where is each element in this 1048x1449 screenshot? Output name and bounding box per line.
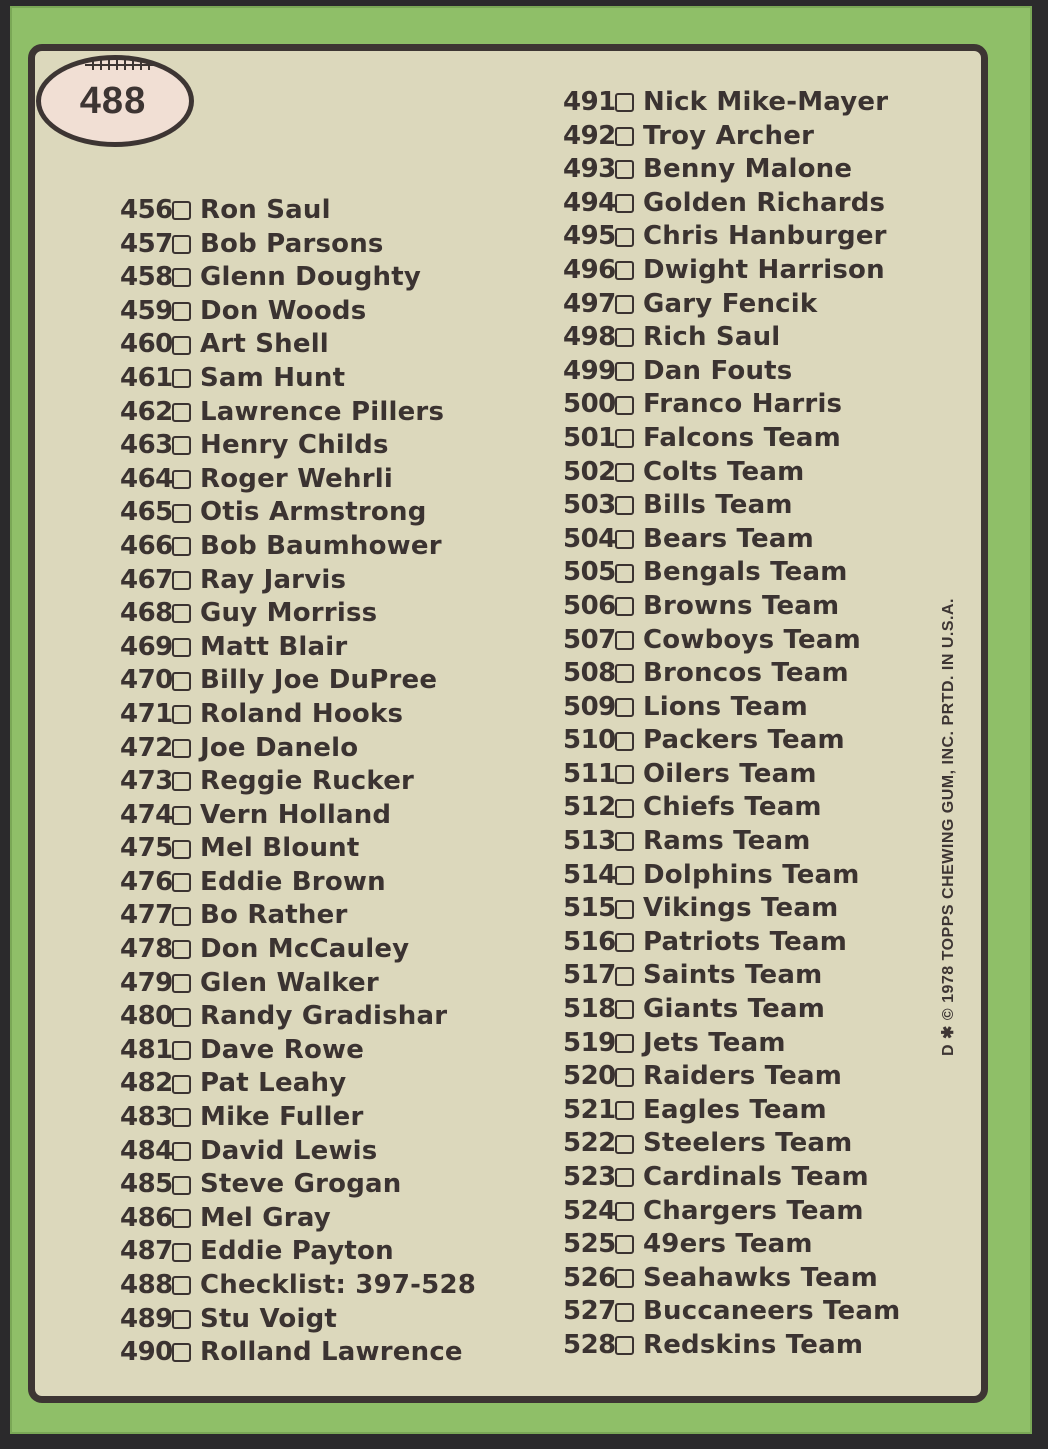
player-name: Bills Team bbox=[643, 490, 793, 521]
checklist-item bbox=[120, 228, 476, 262]
checkbox-icon[interactable] bbox=[615, 1168, 634, 1187]
checklist-item bbox=[563, 120, 900, 154]
card-no: 523 bbox=[563, 1162, 616, 1192]
checkbox-icon[interactable] bbox=[615, 1235, 634, 1254]
checkbox-icon[interactable] bbox=[172, 907, 191, 926]
card-no: 490 bbox=[120, 1337, 173, 1368]
card-no: 476 bbox=[120, 866, 173, 897]
player-name: Oilers Team bbox=[643, 758, 817, 789]
checkbox-icon[interactable] bbox=[615, 1269, 634, 1288]
player-name: Cowboys Team bbox=[643, 624, 861, 655]
checklist-item bbox=[563, 624, 900, 658]
player-name: Eddie Payton bbox=[200, 1236, 394, 1267]
player-name: Joe Danelo bbox=[200, 732, 359, 763]
checkbox-icon[interactable] bbox=[615, 463, 634, 482]
player-name: Jets Team bbox=[643, 1027, 786, 1058]
player-name: Gary Fencik bbox=[643, 288, 818, 319]
player-name: Bengals Team bbox=[643, 557, 848, 588]
player-name: Don Woods bbox=[200, 295, 367, 326]
card-no: 512 bbox=[563, 792, 616, 823]
checkbox-icon[interactable] bbox=[615, 933, 634, 952]
player-name: Dave Rowe bbox=[200, 1034, 365, 1065]
checklist-item bbox=[120, 732, 476, 766]
player-name: Matt Blair bbox=[200, 631, 348, 662]
checklist-item bbox=[120, 1202, 476, 1236]
player-name: Sam Hunt bbox=[200, 362, 346, 393]
card-no: 500 bbox=[563, 389, 616, 420]
player-name: Mel Blount bbox=[200, 833, 360, 864]
card-no: 464 bbox=[120, 463, 173, 494]
checklist-item bbox=[120, 1303, 476, 1337]
player-name: Benny Malone bbox=[643, 154, 853, 185]
card-no: 496 bbox=[563, 254, 616, 285]
player-name: Randy Gradishar bbox=[200, 1001, 448, 1032]
card-no: 513 bbox=[563, 826, 616, 857]
checkbox-icon[interactable] bbox=[615, 396, 634, 415]
checklist-item bbox=[120, 564, 476, 598]
card-no: 489 bbox=[120, 1303, 173, 1334]
checkbox-icon[interactable] bbox=[172, 1075, 191, 1094]
card-no: 477 bbox=[120, 900, 173, 931]
checkbox-icon[interactable] bbox=[172, 1142, 191, 1161]
checklist-item bbox=[120, 832, 476, 866]
card-no: 488 bbox=[120, 1270, 173, 1300]
checklist-item bbox=[563, 321, 900, 355]
card-no: 463 bbox=[120, 430, 173, 461]
checklist-item bbox=[563, 254, 900, 288]
checklist-item bbox=[563, 86, 900, 120]
card-no: 458 bbox=[120, 262, 173, 293]
player-name: Steelers Team bbox=[643, 1128, 853, 1159]
checklist-item bbox=[563, 1060, 900, 1094]
card-no: 473 bbox=[120, 766, 173, 797]
player-name: Packers Team bbox=[643, 725, 845, 756]
player-name: Lawrence Pillers bbox=[200, 396, 445, 427]
checklist-item bbox=[563, 926, 900, 960]
card-no: 471 bbox=[120, 698, 173, 729]
checklist-item bbox=[120, 429, 476, 463]
checklist-item bbox=[120, 664, 476, 698]
player-name: Lions Team bbox=[643, 691, 808, 722]
checkbox-icon[interactable] bbox=[172, 638, 191, 657]
player-name: Bob Baumhower bbox=[200, 530, 442, 561]
checklist-item bbox=[120, 765, 476, 799]
checkbox-icon[interactable] bbox=[172, 504, 191, 523]
checkbox-icon[interactable] bbox=[615, 967, 634, 986]
card-no: 479 bbox=[120, 967, 173, 998]
checkbox-icon[interactable] bbox=[615, 866, 634, 885]
card-no: 503 bbox=[563, 490, 616, 521]
checklist-item bbox=[563, 388, 900, 422]
checklist-item bbox=[563, 993, 900, 1027]
card-no: 467 bbox=[120, 564, 173, 595]
checkbox-icon[interactable] bbox=[172, 1008, 191, 1027]
checklist-item bbox=[563, 859, 900, 893]
laces-icon bbox=[81, 58, 161, 72]
checkbox-icon[interactable] bbox=[172, 268, 191, 287]
card-no: 472 bbox=[120, 732, 173, 763]
card-no: 514 bbox=[563, 859, 616, 890]
checklist-item bbox=[563, 1228, 900, 1262]
checkbox-icon[interactable] bbox=[615, 1135, 634, 1154]
player-name: Bo Rather bbox=[200, 900, 348, 931]
checklist-item bbox=[563, 1127, 900, 1161]
player-name: Rolland Lawrence bbox=[200, 1337, 463, 1368]
checkbox-icon[interactable] bbox=[172, 235, 191, 254]
player-name: Rich Saul bbox=[643, 322, 781, 353]
card-no: 465 bbox=[120, 497, 173, 528]
checkbox-icon[interactable] bbox=[172, 873, 191, 892]
checkbox-icon[interactable] bbox=[172, 705, 191, 724]
card-no: 517 bbox=[563, 960, 616, 991]
player-name: Browns Team bbox=[643, 590, 840, 621]
checkbox-icon[interactable] bbox=[615, 1034, 634, 1053]
player-name: Nick Mike-Mayer bbox=[643, 87, 889, 117]
checklist-item bbox=[120, 396, 476, 430]
checkbox-icon[interactable] bbox=[615, 1336, 634, 1355]
player-name: Franco Harris bbox=[643, 389, 843, 420]
card-no: 502 bbox=[563, 456, 616, 487]
checklist-item bbox=[120, 1168, 476, 1202]
card-no: 493 bbox=[563, 154, 616, 185]
player-name: Bob Parsons bbox=[200, 228, 384, 259]
player-name: Seahawks Team bbox=[643, 1262, 878, 1293]
player-name: Patriots Team bbox=[643, 926, 848, 957]
player-name: Chris Hanburger bbox=[643, 221, 887, 252]
checklist-right-column bbox=[563, 86, 900, 1363]
checklist-item bbox=[563, 1295, 900, 1329]
checklist-item bbox=[563, 489, 900, 523]
checkbox-icon[interactable] bbox=[615, 328, 634, 347]
football-icon bbox=[36, 55, 194, 147]
copyright-line: D ✱ © 1978 TOPPS CHEWING GUM, INC. PRTD. IN U.S.A. bbox=[940, 598, 957, 1056]
player-name: Chargers Team bbox=[643, 1195, 864, 1226]
player-name: Ray Jarvis bbox=[200, 564, 347, 595]
checkbox-icon[interactable] bbox=[615, 228, 634, 247]
player-name: Art Shell bbox=[200, 329, 329, 360]
card-no: 461 bbox=[120, 362, 173, 393]
player-name: Checklist: 397-528 bbox=[200, 1270, 477, 1300]
checkbox-icon[interactable] bbox=[172, 672, 191, 691]
checklist-item bbox=[120, 698, 476, 732]
checklist-item bbox=[120, 328, 476, 362]
card-no: 474 bbox=[120, 799, 173, 830]
checkbox-icon[interactable] bbox=[615, 664, 634, 683]
card-no: 528 bbox=[563, 1329, 616, 1360]
checklist-item bbox=[120, 194, 476, 228]
checkbox-icon[interactable] bbox=[172, 739, 191, 758]
player-name: Colts Team bbox=[643, 456, 805, 487]
card-no: 475 bbox=[120, 833, 173, 864]
card-no: 484 bbox=[120, 1135, 173, 1166]
checkbox-icon[interactable] bbox=[172, 772, 191, 791]
checklist-item bbox=[120, 1067, 476, 1101]
checkbox-icon[interactable] bbox=[615, 1000, 634, 1019]
player-name: Buccaneers Team bbox=[643, 1296, 901, 1327]
checklist-item bbox=[120, 933, 476, 967]
checklist-item bbox=[563, 288, 900, 322]
player-name: Vikings Team bbox=[643, 893, 839, 924]
checklist-item bbox=[563, 892, 900, 926]
checklist-item bbox=[563, 791, 900, 825]
checkbox-icon[interactable] bbox=[172, 974, 191, 993]
player-name: Rams Team bbox=[643, 826, 811, 857]
card-no: 526 bbox=[563, 1262, 616, 1293]
checkbox-icon[interactable] bbox=[172, 336, 191, 355]
checkbox-icon[interactable] bbox=[172, 806, 191, 825]
card-no: 482 bbox=[120, 1068, 173, 1099]
checkbox-icon[interactable] bbox=[172, 403, 191, 422]
card-no: 501 bbox=[563, 422, 616, 453]
card-no: 481 bbox=[120, 1034, 173, 1065]
card-no: 456 bbox=[120, 195, 173, 225]
player-name: 49ers Team bbox=[643, 1229, 813, 1260]
card-no: 525 bbox=[563, 1229, 616, 1260]
checklist-item bbox=[563, 355, 900, 389]
checklist-item bbox=[120, 1135, 476, 1169]
checklist-item bbox=[563, 691, 900, 725]
checkbox-icon[interactable] bbox=[172, 1209, 191, 1228]
checklist-item bbox=[120, 899, 476, 933]
checkbox-icon[interactable] bbox=[172, 1243, 191, 1262]
card-no: 499 bbox=[563, 355, 616, 386]
card-no: 459 bbox=[120, 295, 173, 326]
card-no: 507 bbox=[563, 624, 616, 655]
checklist-item bbox=[563, 456, 900, 490]
checkbox-icon[interactable] bbox=[615, 429, 634, 448]
checkbox-icon[interactable] bbox=[615, 799, 634, 818]
player-name: Steve Grogan bbox=[200, 1169, 402, 1200]
checklist-item bbox=[563, 1161, 900, 1195]
card-no: 522 bbox=[563, 1128, 616, 1159]
player-name: Vern Holland bbox=[200, 799, 392, 830]
checklist-item bbox=[563, 590, 900, 624]
player-name: Giants Team bbox=[643, 994, 826, 1025]
checkbox-icon[interactable] bbox=[615, 496, 634, 515]
player-name: Glen Walker bbox=[200, 967, 379, 998]
checkbox-icon[interactable] bbox=[615, 732, 634, 751]
card-no: 527 bbox=[563, 1296, 616, 1327]
card-no: 506 bbox=[563, 590, 616, 621]
player-name: Broncos Team bbox=[643, 658, 849, 689]
player-name: Dan Fouts bbox=[643, 355, 793, 386]
player-name: Mike Fuller bbox=[200, 1102, 364, 1133]
card-no: 466 bbox=[120, 530, 173, 561]
checklist-item bbox=[120, 1269, 476, 1303]
checkbox-icon[interactable] bbox=[172, 604, 191, 623]
player-name: Dwight Harrison bbox=[643, 254, 885, 285]
checklist-item bbox=[120, 597, 476, 631]
checkbox-icon[interactable] bbox=[172, 1276, 191, 1295]
checklist-item bbox=[563, 657, 900, 691]
checkbox-icon[interactable] bbox=[615, 1202, 634, 1221]
checkbox-icon[interactable] bbox=[172, 302, 191, 321]
checklist-item bbox=[563, 153, 900, 187]
card-no: 469 bbox=[120, 631, 173, 662]
player-name: Falcons Team bbox=[643, 422, 841, 453]
player-name: Raiders Team bbox=[643, 1061, 843, 1092]
checklist-item bbox=[120, 1336, 476, 1370]
checklist-card bbox=[10, 6, 1032, 1434]
card-no: 492 bbox=[563, 120, 616, 151]
checkbox-icon[interactable] bbox=[172, 1310, 191, 1329]
card-no: 508 bbox=[563, 658, 616, 689]
player-name: Golden Richards bbox=[643, 187, 886, 218]
card-no: 483 bbox=[120, 1102, 173, 1133]
checklist-item bbox=[120, 1235, 476, 1269]
player-name: Eddie Brown bbox=[200, 866, 386, 897]
checklist-left-column bbox=[120, 194, 476, 1370]
player-name: Pat Leahy bbox=[200, 1068, 347, 1099]
checklist-item bbox=[563, 422, 900, 456]
player-name: Guy Morriss bbox=[200, 598, 378, 629]
checkbox-icon[interactable] bbox=[615, 631, 634, 650]
checklist-item bbox=[120, 496, 476, 530]
checklist-item bbox=[563, 220, 900, 254]
checkbox-icon[interactable] bbox=[172, 1108, 191, 1127]
checkbox-icon[interactable] bbox=[172, 1343, 191, 1362]
checklist-item bbox=[120, 967, 476, 1001]
checkbox-icon[interactable] bbox=[615, 93, 634, 112]
checkbox-icon[interactable] bbox=[615, 160, 634, 179]
player-name: Saints Team bbox=[643, 960, 823, 991]
checklist-item bbox=[563, 959, 900, 993]
card-no: 491 bbox=[563, 87, 616, 117]
checklist-item bbox=[120, 261, 476, 295]
checkbox-icon[interactable] bbox=[172, 201, 191, 220]
checkbox-icon[interactable] bbox=[615, 597, 634, 616]
player-name: Reggie Rucker bbox=[200, 766, 415, 797]
checklist-item bbox=[563, 523, 900, 557]
card-no: 462 bbox=[120, 396, 173, 427]
card-no: 478 bbox=[120, 934, 173, 965]
player-name: David Lewis bbox=[200, 1135, 378, 1166]
player-name: Otis Armstrong bbox=[200, 497, 427, 528]
card-no: 524 bbox=[563, 1195, 616, 1226]
checklist-item bbox=[563, 758, 900, 792]
player-name: Stu Voigt bbox=[200, 1303, 338, 1334]
card-no: 511 bbox=[563, 758, 616, 789]
card-no: 505 bbox=[563, 557, 616, 588]
card-no: 494 bbox=[563, 187, 616, 218]
player-name: Eagles Team bbox=[643, 1094, 827, 1125]
card-no: 498 bbox=[563, 322, 616, 353]
checkbox-icon[interactable] bbox=[615, 900, 634, 919]
checklist-item bbox=[120, 362, 476, 396]
checkbox-icon[interactable] bbox=[615, 194, 634, 213]
player-name: Bears Team bbox=[643, 523, 814, 554]
checkbox-icon[interactable] bbox=[172, 369, 191, 388]
card-no: 521 bbox=[563, 1094, 616, 1125]
checklist-item bbox=[120, 799, 476, 833]
player-name: Mel Gray bbox=[200, 1202, 331, 1233]
card-number: 488 bbox=[79, 79, 147, 122]
checkbox-icon[interactable] bbox=[615, 564, 634, 583]
checkbox-icon[interactable] bbox=[615, 530, 634, 549]
checkbox-icon[interactable] bbox=[172, 1176, 191, 1195]
card-no: 510 bbox=[563, 725, 616, 756]
player-name: Redskins Team bbox=[643, 1329, 864, 1360]
checklist-item bbox=[563, 1094, 900, 1128]
checklist-item bbox=[120, 463, 476, 497]
checklist-item bbox=[120, 1101, 476, 1135]
checklist-item bbox=[563, 1262, 900, 1296]
card-no: 497 bbox=[563, 288, 616, 319]
card-no: 486 bbox=[120, 1202, 173, 1233]
checkbox-icon[interactable] bbox=[172, 571, 191, 590]
checkbox-icon[interactable] bbox=[172, 940, 191, 959]
checkbox-icon[interactable] bbox=[615, 765, 634, 784]
checklist-item bbox=[563, 1195, 900, 1229]
player-name: Troy Archer bbox=[643, 120, 815, 151]
checkbox-icon[interactable] bbox=[172, 537, 191, 556]
player-name: Ron Saul bbox=[200, 195, 331, 225]
checklist-item bbox=[120, 1034, 476, 1068]
checkbox-icon[interactable] bbox=[615, 362, 634, 381]
checkbox-icon[interactable] bbox=[615, 832, 634, 851]
card-no: 504 bbox=[563, 523, 616, 554]
player-name: Roger Wehrli bbox=[200, 463, 393, 494]
card-no: 509 bbox=[563, 691, 616, 722]
checklist-item bbox=[120, 295, 476, 329]
checklist-item bbox=[120, 866, 476, 900]
card-no: 485 bbox=[120, 1169, 173, 1200]
player-name: Henry Childs bbox=[200, 430, 389, 461]
checkbox-icon[interactable] bbox=[172, 1041, 191, 1060]
checklist-item bbox=[563, 825, 900, 859]
player-name: Dolphins Team bbox=[643, 859, 860, 890]
player-name: Billy Joe DuPree bbox=[200, 665, 438, 696]
checklist-item bbox=[563, 724, 900, 758]
card-no: 480 bbox=[120, 1001, 173, 1032]
player-name: Glenn Doughty bbox=[200, 262, 422, 293]
checkbox-icon[interactable] bbox=[615, 1101, 634, 1120]
card-no: 515 bbox=[563, 893, 616, 924]
checkbox-icon[interactable] bbox=[172, 436, 191, 455]
card-no: 495 bbox=[563, 221, 616, 252]
player-name: Don McCauley bbox=[200, 934, 410, 965]
player-name: Roland Hooks bbox=[200, 698, 404, 729]
card-no: 468 bbox=[120, 598, 173, 629]
checkbox-icon[interactable] bbox=[615, 261, 634, 280]
checkbox-icon[interactable] bbox=[615, 127, 634, 146]
card-no: 460 bbox=[120, 329, 173, 360]
checkbox-icon[interactable] bbox=[615, 1303, 634, 1322]
player-name: Chiefs Team bbox=[643, 792, 822, 823]
checklist-item bbox=[120, 530, 476, 564]
card-no: 487 bbox=[120, 1236, 173, 1267]
checkbox-icon[interactable] bbox=[172, 470, 191, 489]
checklist-item bbox=[563, 1027, 900, 1061]
player-name: Cardinals Team bbox=[643, 1162, 869, 1192]
checklist-item bbox=[120, 631, 476, 665]
checklist-item bbox=[563, 1329, 900, 1363]
card-no: 520 bbox=[563, 1061, 616, 1092]
card-no: 519 bbox=[563, 1027, 616, 1058]
card-no: 457 bbox=[120, 228, 173, 259]
checkbox-icon[interactable] bbox=[615, 1068, 634, 1087]
checkbox-icon[interactable] bbox=[615, 295, 634, 314]
checkbox-icon[interactable] bbox=[172, 840, 191, 859]
checklist-item bbox=[120, 1000, 476, 1034]
card-no: 470 bbox=[120, 665, 173, 696]
checkbox-icon[interactable] bbox=[615, 698, 634, 717]
card-no: 516 bbox=[563, 926, 616, 957]
checklist-item bbox=[563, 556, 900, 590]
checklist-item bbox=[563, 187, 900, 221]
card-no: 518 bbox=[563, 994, 616, 1025]
